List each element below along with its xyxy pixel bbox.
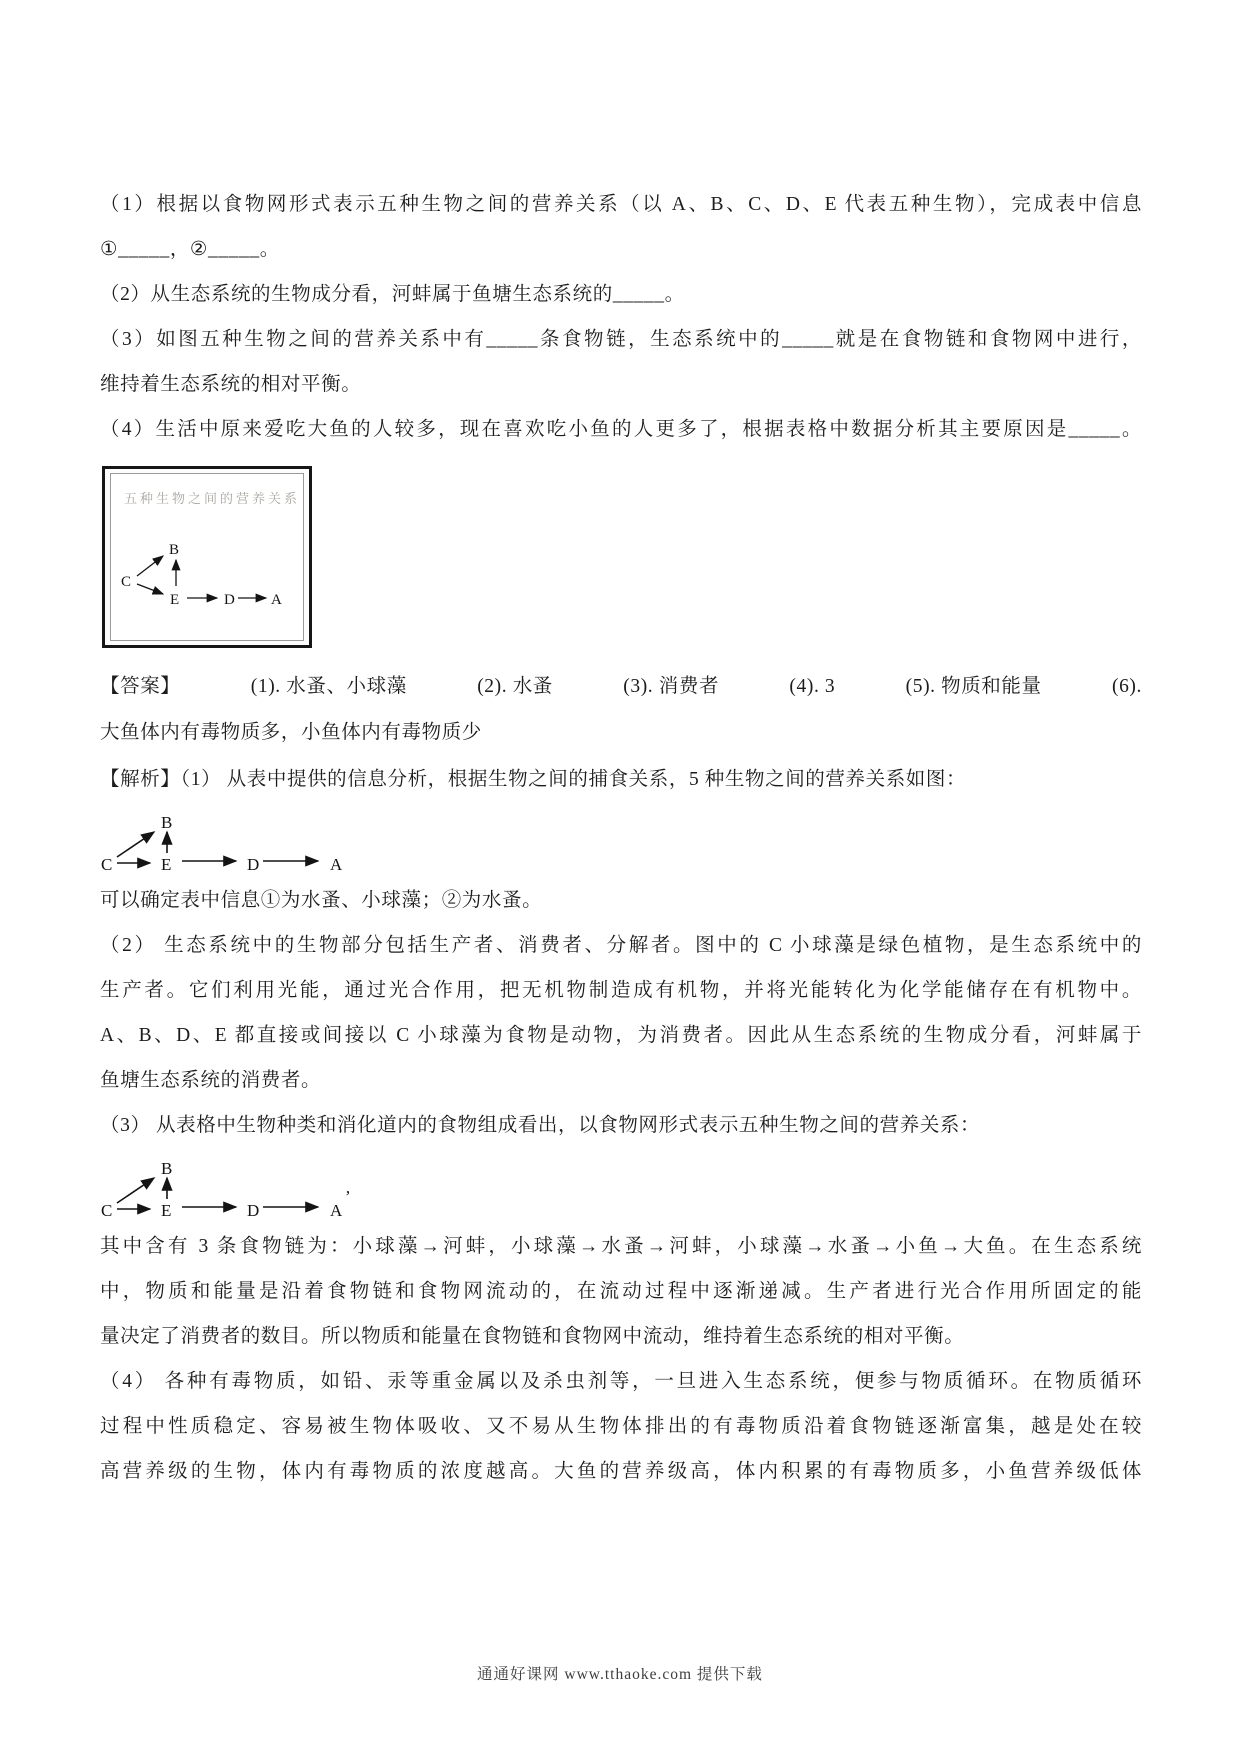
node-label-e: E	[170, 592, 180, 608]
node-label-a: A	[330, 1201, 343, 1220]
node-label-b: B	[161, 1159, 173, 1178]
food-web-figure	[102, 466, 312, 648]
question-1-line-2: ①_____，②_____。	[100, 239, 280, 260]
answer-item-6: (6).	[1111, 676, 1142, 697]
question-3-line-1: （3）如图五种生物之间的营养关系中有_____条食物链，生态系统中的_____就是在食物链和食物网中进行，	[100, 329, 1142, 350]
answer-item-5: (5). 物质和能量	[905, 676, 1042, 697]
analysis-p3-line-4: 量决定了消费者的数目。所以物质和能量在食物链和食物网中流动，维持着生态系统的相对平衡。	[100, 1326, 965, 1347]
answer-row	[100, 664, 1142, 710]
food-web-figure-title: 五种生物之间的营养关系	[124, 491, 301, 506]
analysis-p2-line-4: 鱼塘生态系统的消费者。	[100, 1070, 322, 1091]
document-content	[100, 182, 1142, 1494]
prime-mark: ’	[345, 1187, 351, 1206]
page-footer: 通通好课网 www.tthaoke.com 提供下载	[477, 1666, 763, 1683]
food-web-figure-frame	[110, 473, 304, 641]
answer-continuation: 大鱼体内有毒物质多，小鱼体内有毒物质少	[100, 722, 482, 743]
analysis-food-web-diagram-2	[100, 1158, 430, 1224]
question-2-line-1: （2）从生态系统的生物成分看，河蚌属于鱼塘生态系统的_____。	[100, 284, 685, 305]
analysis-p3-line-1: （3） 从表格中生物种类和消化道内的食物组成看出，以食物网形式表示五种生物之间的营养关系：	[100, 1115, 981, 1136]
node-label-a: A	[330, 855, 343, 874]
node-label-e: E	[161, 1201, 172, 1220]
question-1-line-1: （1）根据以食物网形式表示五种生物之间的营养关系（以 A、B、C、D、E 代表五种生物），完成表中信息	[100, 194, 1142, 215]
answer-item-1: (1). 水蚤、小球藻	[250, 676, 407, 697]
node-label-b: B	[161, 813, 173, 832]
node-label-d: D	[247, 855, 260, 874]
node-label-e: E	[161, 855, 172, 874]
analysis-p2-line-1: （2） 生态系统中的生物部分包括生产者、消费者、分解者。图中的 C 小球藻是绿色植物，是生态系统中的	[100, 935, 1142, 956]
answer-item-4: (4). 3	[789, 676, 836, 697]
node-label-a: A	[271, 592, 282, 608]
analysis-p4-line-2: 过程中性质稳定、容易被生物体吸收、又不易从生物体排出的有毒物质沿着食物链逐渐富集，越是处在较	[100, 1416, 1142, 1437]
node-label-c: C	[101, 855, 113, 874]
question-3-line-2: 维持着生态系统的相对平衡。	[100, 374, 362, 395]
node-label-d: D	[224, 592, 235, 608]
analysis-p1-line-2: 可以确定表中信息①为水蚤、小球藻；②为水蚤。	[100, 890, 543, 911]
answer-item-3: (3). 消费者	[623, 676, 720, 697]
analysis-p2-line-3: A、B、D、E 都直接或间接以 C 小球藻为食物是动物，为消费者。因此从生态系统的生物成分看，河蚌属于	[100, 1025, 1142, 1046]
analysis-p3-line-2: 其中含有 3 条食物链为：小球藻→河蚌，小球藻→水蚤→河蚌，小球藻→水蚤→小鱼→大鱼。在生态系统	[100, 1236, 1142, 1257]
answer-item-2: (2). 水蚤	[477, 676, 553, 697]
food-web-diagram	[119, 532, 299, 624]
node-label-c: C	[121, 574, 132, 590]
analysis-p3-line-3: 中，物质和能量是沿着食物链和食物网流动的，在流动过程中逐渐递减。生产者进行光合作用所固定的能	[100, 1281, 1142, 1302]
question-4-line-1: （4）生活中原来爱吃大鱼的人较多，现在喜欢吃小鱼的人更多了，根据表格中数据分析其主要原因是_____。	[100, 419, 1142, 440]
analysis-p4-line-3: 高营养级的生物，体内有毒物质的浓度越高。大鱼的营养级高，体内积累的有毒物质多，小鱼营养级低体	[100, 1461, 1142, 1482]
analysis-food-web-diagram-1	[100, 812, 430, 878]
answer-heading: 【答案】	[100, 676, 181, 697]
analysis-p2-line-2: 生产者。它们利用光能，通过光合作用，把无机物制造成有机物，并将光能转化为化学能储存在有机物中。	[100, 980, 1142, 1001]
node-label-c: C	[101, 1201, 113, 1220]
analysis-p1-line-1: 【解析】（1） 从表中提供的信息分析，根据生物之间的捕食关系，5 种生物之间的营养关系如图：	[100, 769, 967, 790]
node-label-d: D	[247, 1201, 260, 1220]
node-label-b: B	[169, 542, 180, 558]
analysis-p4-line-1: （4） 各种有毒物质，如铅、汞等重金属以及杀虫剂等，一旦进入生态系统，便参与物质循环。在物质循环	[100, 1371, 1142, 1392]
